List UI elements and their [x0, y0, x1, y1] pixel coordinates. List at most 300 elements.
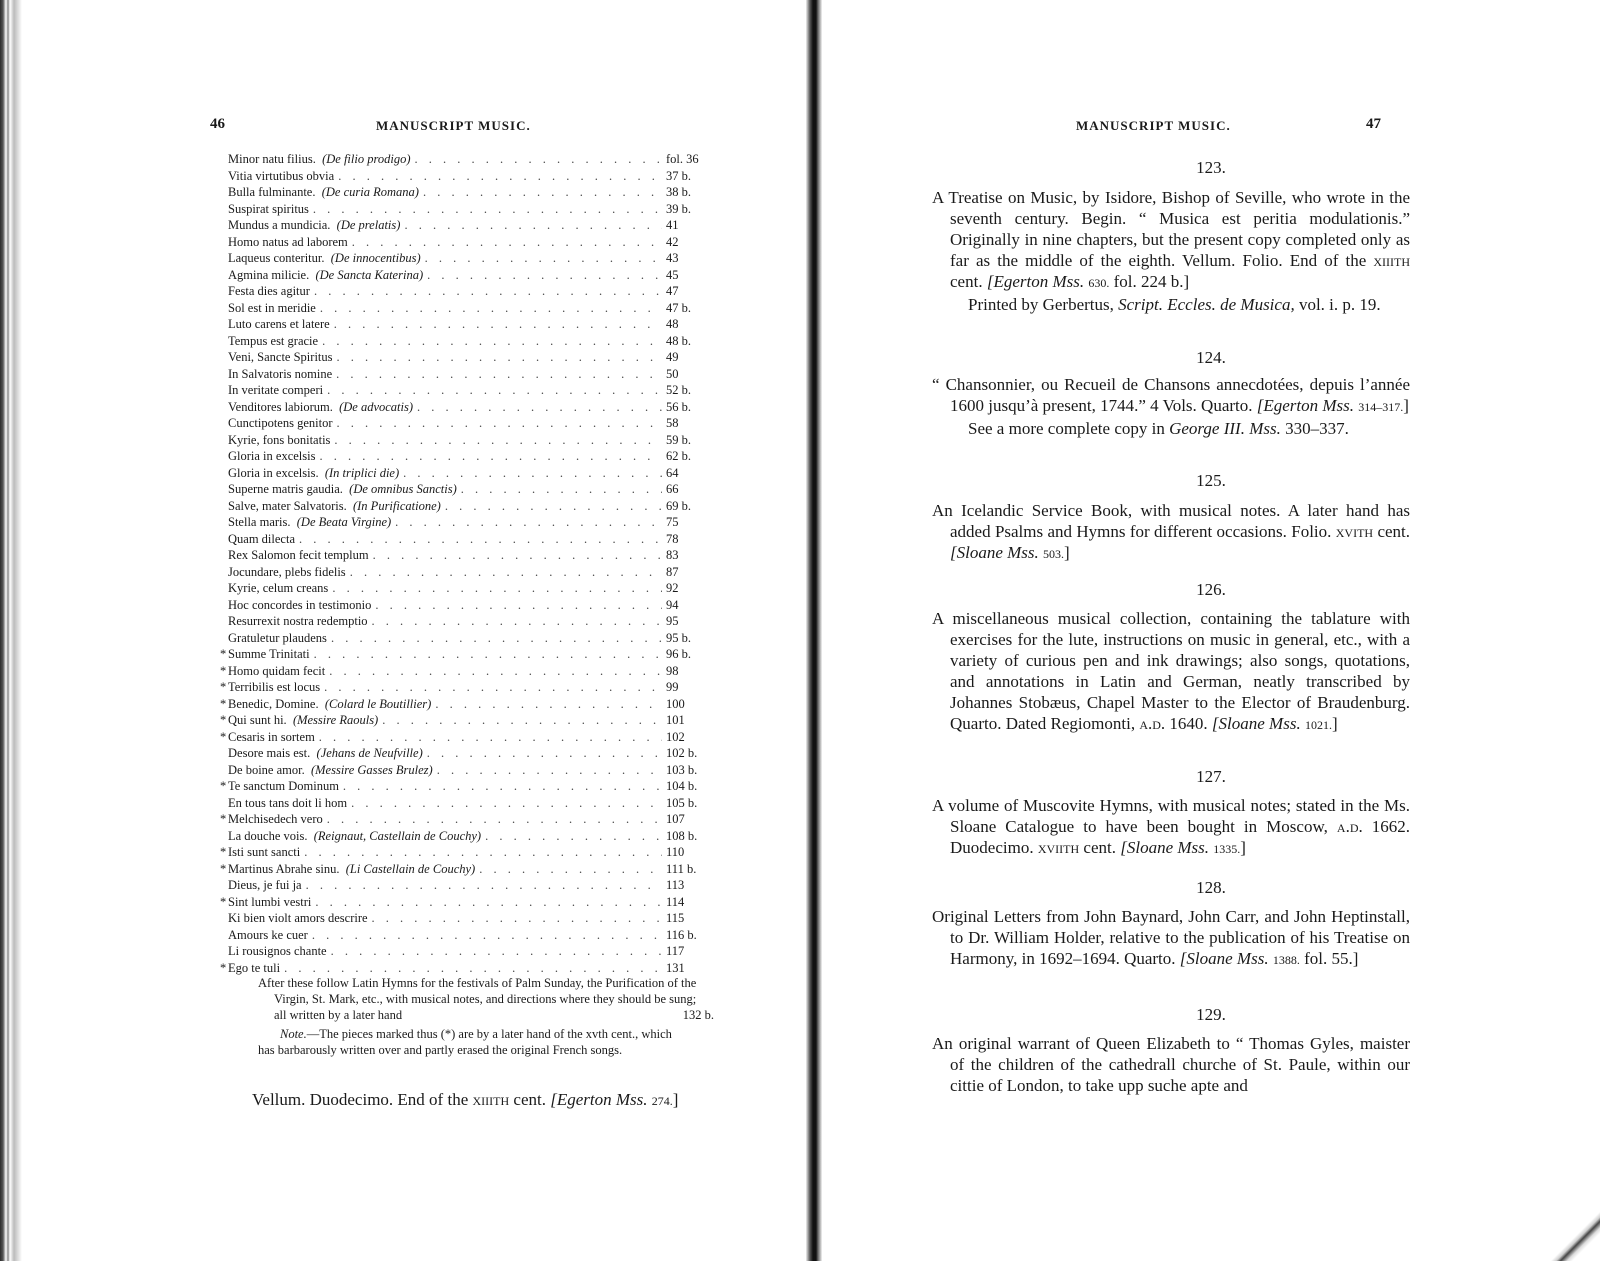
entry-note: See a more complete copy in George III. Mss. 330–337. [968, 419, 1349, 438]
item-title [228, 366, 332, 383]
item-title [220, 729, 315, 746]
item-title-text: Veni, Sancte Spiritus [228, 350, 333, 364]
item-annotation: (De advocatis) [339, 399, 414, 414]
item-title-text: Tempus est gracie [228, 333, 319, 348]
book-gutter [806, 0, 822, 1261]
later-hand-marker: * [220, 729, 227, 744]
later-hand-marker: * [220, 845, 227, 859]
leader-dots [315, 894, 662, 911]
item-title [228, 415, 333, 432]
list-item [228, 201, 712, 218]
item-title-text: Ego te tuli [228, 960, 281, 975]
leader-dots [395, 514, 662, 531]
item-folio: 56 b. [666, 399, 691, 414]
item-folio: 111 b. [666, 861, 697, 876]
item-annotation: (In triplici die) [324, 465, 400, 480]
description-summary [252, 1089, 712, 1112]
leader-dots [299, 531, 662, 548]
item-folio: 95 [666, 614, 679, 628]
item-folio: 78 [666, 531, 679, 546]
leader-dots [417, 399, 662, 416]
item-title [228, 432, 330, 449]
summary-text: Vellum. Duodecimo. End of the [252, 1090, 469, 1109]
list-item [220, 894, 712, 911]
item-title-text: Suspirat spiritus [228, 201, 309, 216]
item-folio: 48 b. [666, 333, 691, 348]
leader-dots [352, 234, 662, 251]
item-title-text: Minor natu filius. [228, 152, 316, 166]
item-folio: 75 [666, 515, 679, 529]
item-folio: 47 b. [666, 300, 691, 315]
item-folio: 62 b. [666, 449, 691, 463]
leader-dots [338, 168, 662, 185]
list-item [220, 679, 712, 696]
contents-list [220, 151, 712, 976]
item-title-text: Resurrexit nostra redemptio [228, 614, 368, 628]
leader-dots [304, 844, 662, 861]
item-folio: 104 b. [666, 779, 698, 793]
summary-ref: [Egerton Mss. [550, 1090, 648, 1109]
item-title-text: Salve, mater Salvatoris. [228, 498, 347, 513]
item-folio: 99 [666, 680, 679, 694]
later-hand-marker: * [220, 960, 227, 975]
item-folio: 47 [666, 284, 679, 298]
leader-dots [404, 217, 662, 234]
item-title-text: Bulla fulminante. [228, 185, 316, 199]
item-title [220, 894, 312, 911]
item-title [228, 399, 413, 416]
list-item [228, 547, 712, 564]
item-title-text: Melchisedech vero [228, 812, 323, 826]
item-title [228, 498, 441, 515]
item-folio: fol. 36 [666, 152, 699, 166]
leader-dots [375, 597, 662, 614]
list-item [220, 696, 712, 713]
item-title-text: Luto carens et latere [228, 317, 330, 331]
leader-dots [423, 184, 662, 201]
item-folio: 87 [666, 564, 679, 579]
item-title [228, 910, 368, 927]
item-folio: 41 [666, 218, 679, 232]
list-item [228, 333, 712, 350]
leader-dots [427, 267, 662, 284]
list-item [220, 778, 712, 795]
leader-dots [479, 861, 662, 878]
item-title [228, 943, 327, 960]
leader-dots [415, 151, 662, 168]
item-title [228, 234, 348, 251]
leader-dots [332, 580, 662, 597]
item-title [228, 151, 411, 168]
item-folio: 42 [666, 234, 679, 249]
item-folio: 38 b. [666, 185, 691, 199]
entry-text: An Icelandic Service Book, with musical notes. A later hand has added Psalms and Hymns for different occasions. Folio. xvith cent. [Sloane Mss. 503.] [932, 501, 1411, 562]
list-item [228, 234, 712, 251]
item-title [228, 514, 391, 531]
page-number: 46 [210, 116, 225, 132]
list-item [228, 349, 712, 366]
later-hand-marker: * [220, 647, 227, 661]
item-title-text: Homo natus ad laborem [228, 234, 348, 249]
list-item [228, 432, 712, 449]
item-annotation: (Messire Gasses Brulez) [310, 762, 433, 777]
list-item [228, 382, 712, 399]
item-annotation: (De prelatis) [336, 218, 401, 232]
item-title-text: Gloria in excelsis [228, 449, 316, 463]
list-item [228, 250, 712, 267]
item-title [228, 877, 302, 894]
entry-129 [932, 1033, 1410, 1096]
item-title [228, 267, 423, 284]
list-item [228, 580, 712, 597]
item-title-text: Ki bien violt amors descrire [228, 911, 368, 925]
item-folio: 49 [666, 350, 679, 364]
leader-dots [319, 729, 662, 746]
item-folio: 69 b. [666, 498, 691, 513]
item-title [220, 712, 379, 729]
item-folio: 100 [666, 696, 685, 711]
leader-dots [350, 564, 662, 581]
item-title-text: Li rousignos chante [228, 944, 327, 958]
later-hand-marker: * [220, 696, 227, 711]
item-folio: 37 b. [666, 168, 691, 183]
item-title [220, 811, 323, 828]
leader-dots [312, 927, 662, 944]
summary-cent: cent. [513, 1090, 546, 1109]
item-folio: 107 [666, 812, 685, 826]
item-title-text: Gratuletur plaudens [228, 630, 327, 645]
list-item [228, 877, 712, 894]
item-title [220, 696, 432, 713]
list-item [220, 844, 712, 861]
item-annotation: (Colard le Boutillier) [324, 696, 432, 711]
item-title [228, 762, 433, 779]
item-title-text: Agmina milicie. [228, 267, 310, 282]
list-item [228, 168, 712, 185]
leader-dots [403, 465, 662, 482]
entry-128 [932, 906, 1410, 971]
list-item [228, 630, 712, 647]
leader-dots [319, 448, 662, 465]
list-item [228, 217, 712, 234]
later-hand-marker: * [220, 812, 227, 826]
item-title-text: Sol est in meridie [228, 300, 316, 315]
item-folio: 50 [666, 366, 679, 381]
list-item [228, 184, 712, 201]
item-folio: 43 [666, 251, 679, 265]
item-folio: 94 [666, 597, 679, 612]
list-item [228, 910, 712, 927]
item-title [220, 844, 301, 861]
leader-dots [331, 630, 662, 647]
entry-124 [932, 374, 1410, 439]
item-title [228, 382, 323, 399]
item-folio: 103 b. [666, 762, 698, 777]
item-title-text: Dieus, je fui ja [228, 878, 302, 892]
leader-dots [461, 481, 662, 498]
item-title [228, 217, 400, 234]
item-folio: 66 [666, 482, 679, 496]
entry-123 [932, 187, 1410, 315]
item-title [228, 481, 457, 498]
leader-dots [336, 366, 662, 383]
leader-dots [437, 762, 662, 779]
running-head: MANUSCRIPT MUSIC. [376, 118, 531, 133]
list-item [228, 828, 712, 845]
item-title-text: Quam dilecta [228, 531, 295, 546]
item-title [228, 168, 334, 185]
item-title [228, 300, 316, 317]
item-title-text: Sint lumbi vestri [228, 894, 312, 909]
summary-century: xiiith [472, 1090, 510, 1109]
item-title-text: Superne matris gaudia. [228, 482, 343, 496]
item-folio: 52 b. [666, 383, 691, 397]
leader-dots [372, 910, 662, 927]
item-folio: 115 [666, 911, 685, 925]
list-item [228, 564, 712, 581]
item-title [220, 960, 281, 977]
entry-text: “ Chansonnier, ou Recueil de Chansons annecdotées, depuis l’année 1600 jusqu’à present, 1744.” 4 Vols. Quarto. [Egerton Mss. 314–317.] [932, 375, 1410, 415]
item-title [220, 778, 339, 795]
later-hand-marker: * [220, 680, 227, 694]
leader-dots [331, 943, 662, 960]
item-title-text: Cunctipotens genitor [228, 416, 333, 430]
item-annotation: (Messire Raouls) [292, 713, 379, 727]
item-folio: 96 b. [666, 647, 691, 661]
left-page [22, 0, 806, 1261]
item-title [220, 663, 326, 680]
item-title-text: Laqueus conteritur. [228, 251, 325, 265]
entry-number: 123. [1196, 158, 1226, 177]
item-title [228, 564, 346, 581]
leader-dots [284, 960, 662, 977]
list-item [228, 151, 712, 168]
item-title-text: Jocundare, plebs fidelis [228, 564, 346, 579]
leader-dots [314, 646, 662, 663]
item-annotation: (De Sancta Katerina) [315, 267, 424, 282]
item-folio: 105 b. [666, 795, 698, 810]
list-item [228, 316, 712, 333]
closing-text: After these follow Latin Hymns for the festivals of Palm Sunday, the Purification of the Virgin, St. Mark, etc., with musical notes, and directions where they should be sung; all written by a later hand [258, 976, 697, 1022]
item-folio: 113 [666, 878, 685, 892]
later-hand-marker: * [220, 663, 227, 678]
item-title-text: Gloria in excelsis. [228, 465, 319, 480]
leader-dots [306, 877, 662, 894]
item-title-text: Martinus Abrahe sinu. [228, 861, 340, 876]
entry-text: A miscellaneous musical collection, containing the tablature with exercises for the lute, instructions on music in general, etc., with a variety of curious pen and ink drawings; also songs, quotations, and annotations in Latin and German, neatly transcribed by Johannes Stobæus, Chapel Master to the Elector of Braudenburg. Quarto. Dated Regiomonti, a.d. 1640. [Sloane Mss. 1021.] [932, 609, 1410, 733]
item-annotation: (Reignaut, Castellain de Couchy) [313, 828, 482, 843]
item-title [220, 646, 310, 663]
later-hand-marker: * [220, 861, 227, 876]
entry-number: 129. [1196, 1005, 1226, 1024]
entry-text: A Treatise on Music, by Isidore, Bishop of Seville, who wrote in the seventh century. Begin. “ Musica est peritia modulationis.” Originally in nine chapters, but the present copy completed only as far as the middle of the eighth. Vellum. Folio. End of the xiiith cent. [Egerton Mss. 630. fol. 224 b.] [932, 188, 1411, 291]
leader-dots [327, 382, 662, 399]
list-item [228, 415, 712, 432]
item-title-text: In veritate comperi [228, 383, 324, 397]
later-hand-marker: * [220, 894, 227, 909]
item-title [228, 580, 328, 597]
item-folio: 39 b. [666, 201, 691, 216]
summary-ref-close: ] [672, 1090, 679, 1109]
leader-dots [373, 547, 662, 564]
leader-dots [329, 663, 662, 680]
item-title-text: Desore mais est. [228, 746, 311, 760]
item-annotation: (De innocentibus) [330, 251, 421, 265]
item-title-text: Cesaris in sortem [228, 729, 315, 744]
right-page [822, 0, 1600, 1261]
item-title-text: Homo quidam fecit [228, 663, 326, 678]
entry-text: Original Letters from John Baynard, John Carr, and John Heptinstall, to Dr. William Holder, relative to the publication of his Treatise on Harmony, in 1692–1694. Quarto. [Sloane Mss. 1388. fol. 55.] [932, 907, 1410, 968]
item-annotation: (In Purificatione) [352, 498, 441, 513]
closing-folio: 132 b. [682, 1008, 714, 1022]
leader-dots [324, 679, 662, 696]
note-label: Note. [280, 1027, 307, 1041]
leader-dots [334, 432, 662, 449]
leader-dots [327, 811, 662, 828]
item-title [228, 597, 371, 614]
item-folio: 116 b. [666, 927, 697, 942]
item-folio: 110 [666, 845, 685, 859]
list-item [228, 300, 712, 317]
entry-text: An original warrant of Queen Elizabeth to “ Thomas Gyles, maister of the children of the cathedrall churche of St. Paule, within our cittie of London, to take upp suche apte and [932, 1034, 1410, 1095]
leader-dots [320, 300, 662, 317]
item-annotation: (Jehans de Neufville) [316, 746, 423, 760]
list-item [220, 960, 712, 977]
item-annotation: (De Beata Virgine) [296, 515, 392, 529]
item-title [228, 828, 481, 845]
list-item [228, 762, 712, 779]
list-item [228, 465, 712, 482]
item-title-text: En tous tans doit li hom [228, 795, 348, 810]
item-title [228, 927, 308, 944]
entry-number: 128. [1196, 878, 1226, 897]
entry-number: 126. [1196, 580, 1226, 599]
item-title-text: Stella maris. [228, 515, 291, 529]
item-folio: 131 [666, 960, 685, 975]
item-title [228, 201, 309, 218]
list-item [228, 448, 712, 465]
leader-dots [337, 349, 662, 366]
item-annotation: (De filio prodigo) [322, 152, 411, 166]
item-title-text: Festa dies agitur [228, 284, 310, 298]
item-title [228, 795, 347, 812]
item-folio: 117 [666, 944, 685, 958]
list-item [220, 729, 712, 746]
entry-text: A volume of Muscovite Hymns, with musical notes; stated in the Ms. Sloane Catalogue to have been bought in Moscow, a.d. 1662. Duodecimo. xviith cent. [Sloane Mss. 1335.] [932, 796, 1411, 857]
list-item [228, 927, 712, 944]
item-title [228, 349, 333, 366]
entry-126 [932, 608, 1410, 736]
item-folio: 108 b. [666, 828, 698, 843]
entry-125 [932, 500, 1410, 565]
closing-paragraph [258, 975, 714, 1023]
leader-dots [313, 201, 662, 218]
item-title [220, 861, 476, 878]
note-text: —The pieces marked thus (*) are by a later hand of the xvth cent., which has barbarously written over and partly erased the original French songs. [258, 1027, 672, 1057]
item-title [228, 333, 318, 350]
list-item [228, 514, 712, 531]
leader-dots [314, 283, 662, 300]
item-title-text: Kyrie, fons bonitatis [228, 432, 331, 447]
item-folio: 114 [666, 894, 685, 909]
leader-dots [343, 778, 662, 795]
summary-ref-number: 274. [651, 1094, 673, 1108]
list-item [228, 795, 712, 812]
running-head: MANUSCRIPT MUSIC. [1076, 118, 1231, 133]
list-item [220, 712, 712, 729]
item-title-text: Benedic, Domine. [228, 696, 319, 711]
leader-dots [351, 795, 662, 812]
item-title [228, 630, 327, 647]
item-folio: 92 [666, 581, 679, 595]
leader-dots [427, 745, 662, 762]
item-title-text: Venditores labiorum. [228, 399, 333, 414]
item-title-text: Summe Trinitati [228, 647, 310, 661]
list-item [228, 613, 712, 630]
item-title [228, 465, 399, 482]
item-folio: 58 [666, 416, 679, 430]
footnote [258, 1026, 684, 1058]
item-title [228, 613, 368, 630]
item-folio: 59 b. [666, 432, 691, 447]
item-folio: 102 [666, 729, 685, 744]
leader-dots [382, 712, 662, 729]
item-title-text: Rex Salomon fecit templum [228, 548, 369, 562]
page-number: 47 [1366, 116, 1381, 132]
item-title [228, 745, 423, 762]
item-title [228, 283, 310, 300]
item-folio: 101 [666, 713, 685, 727]
leader-dots [337, 415, 663, 432]
item-title-text: In Salvatoris nomine [228, 366, 333, 381]
leader-dots [425, 250, 662, 267]
item-title-text: Terribilis est locus [228, 680, 321, 694]
item-title-text: Amours ke cuer [228, 927, 308, 942]
list-item [228, 366, 712, 383]
item-title-text: De boine amor. [228, 762, 305, 777]
item-title-text: Te sanctum Dominum [228, 779, 339, 793]
item-folio: 102 b. [666, 746, 698, 760]
item-title-text: La douche vois. [228, 828, 308, 843]
leader-dots [435, 696, 662, 713]
item-title [228, 250, 421, 267]
item-folio: 45 [666, 267, 679, 282]
item-annotation: (De curia Romana) [321, 185, 419, 199]
list-item [228, 481, 712, 498]
later-hand-marker: * [220, 713, 227, 727]
list-item [220, 663, 712, 680]
item-folio: 95 b. [666, 630, 691, 645]
leader-dots [372, 613, 662, 630]
item-annotation: (De omnibus Sanctis) [349, 482, 457, 496]
list-item [220, 811, 712, 828]
item-annotation: (Li Castellain de Couchy) [345, 861, 476, 876]
item-title-text: Kyrie, celum creans [228, 581, 329, 595]
entry-127 [932, 795, 1410, 860]
list-item [228, 745, 712, 762]
item-title-text: Vitia virtutibus obvia [228, 168, 335, 183]
later-hand-marker: * [220, 779, 227, 793]
item-title-text: Hoc concordes in testimonio [228, 597, 372, 612]
item-title [220, 679, 321, 696]
list-item [228, 943, 712, 960]
list-item [220, 861, 712, 878]
entry-note: Printed by Gerbertus, Script. Eccles. de Musica, vol. i. p. 19. [968, 295, 1381, 314]
item-title-text: Mundus a mundicia. [228, 218, 331, 232]
item-title-text: Isti sunt sancti [228, 845, 301, 859]
entry-number: 125. [1196, 471, 1226, 490]
list-item [228, 498, 712, 515]
